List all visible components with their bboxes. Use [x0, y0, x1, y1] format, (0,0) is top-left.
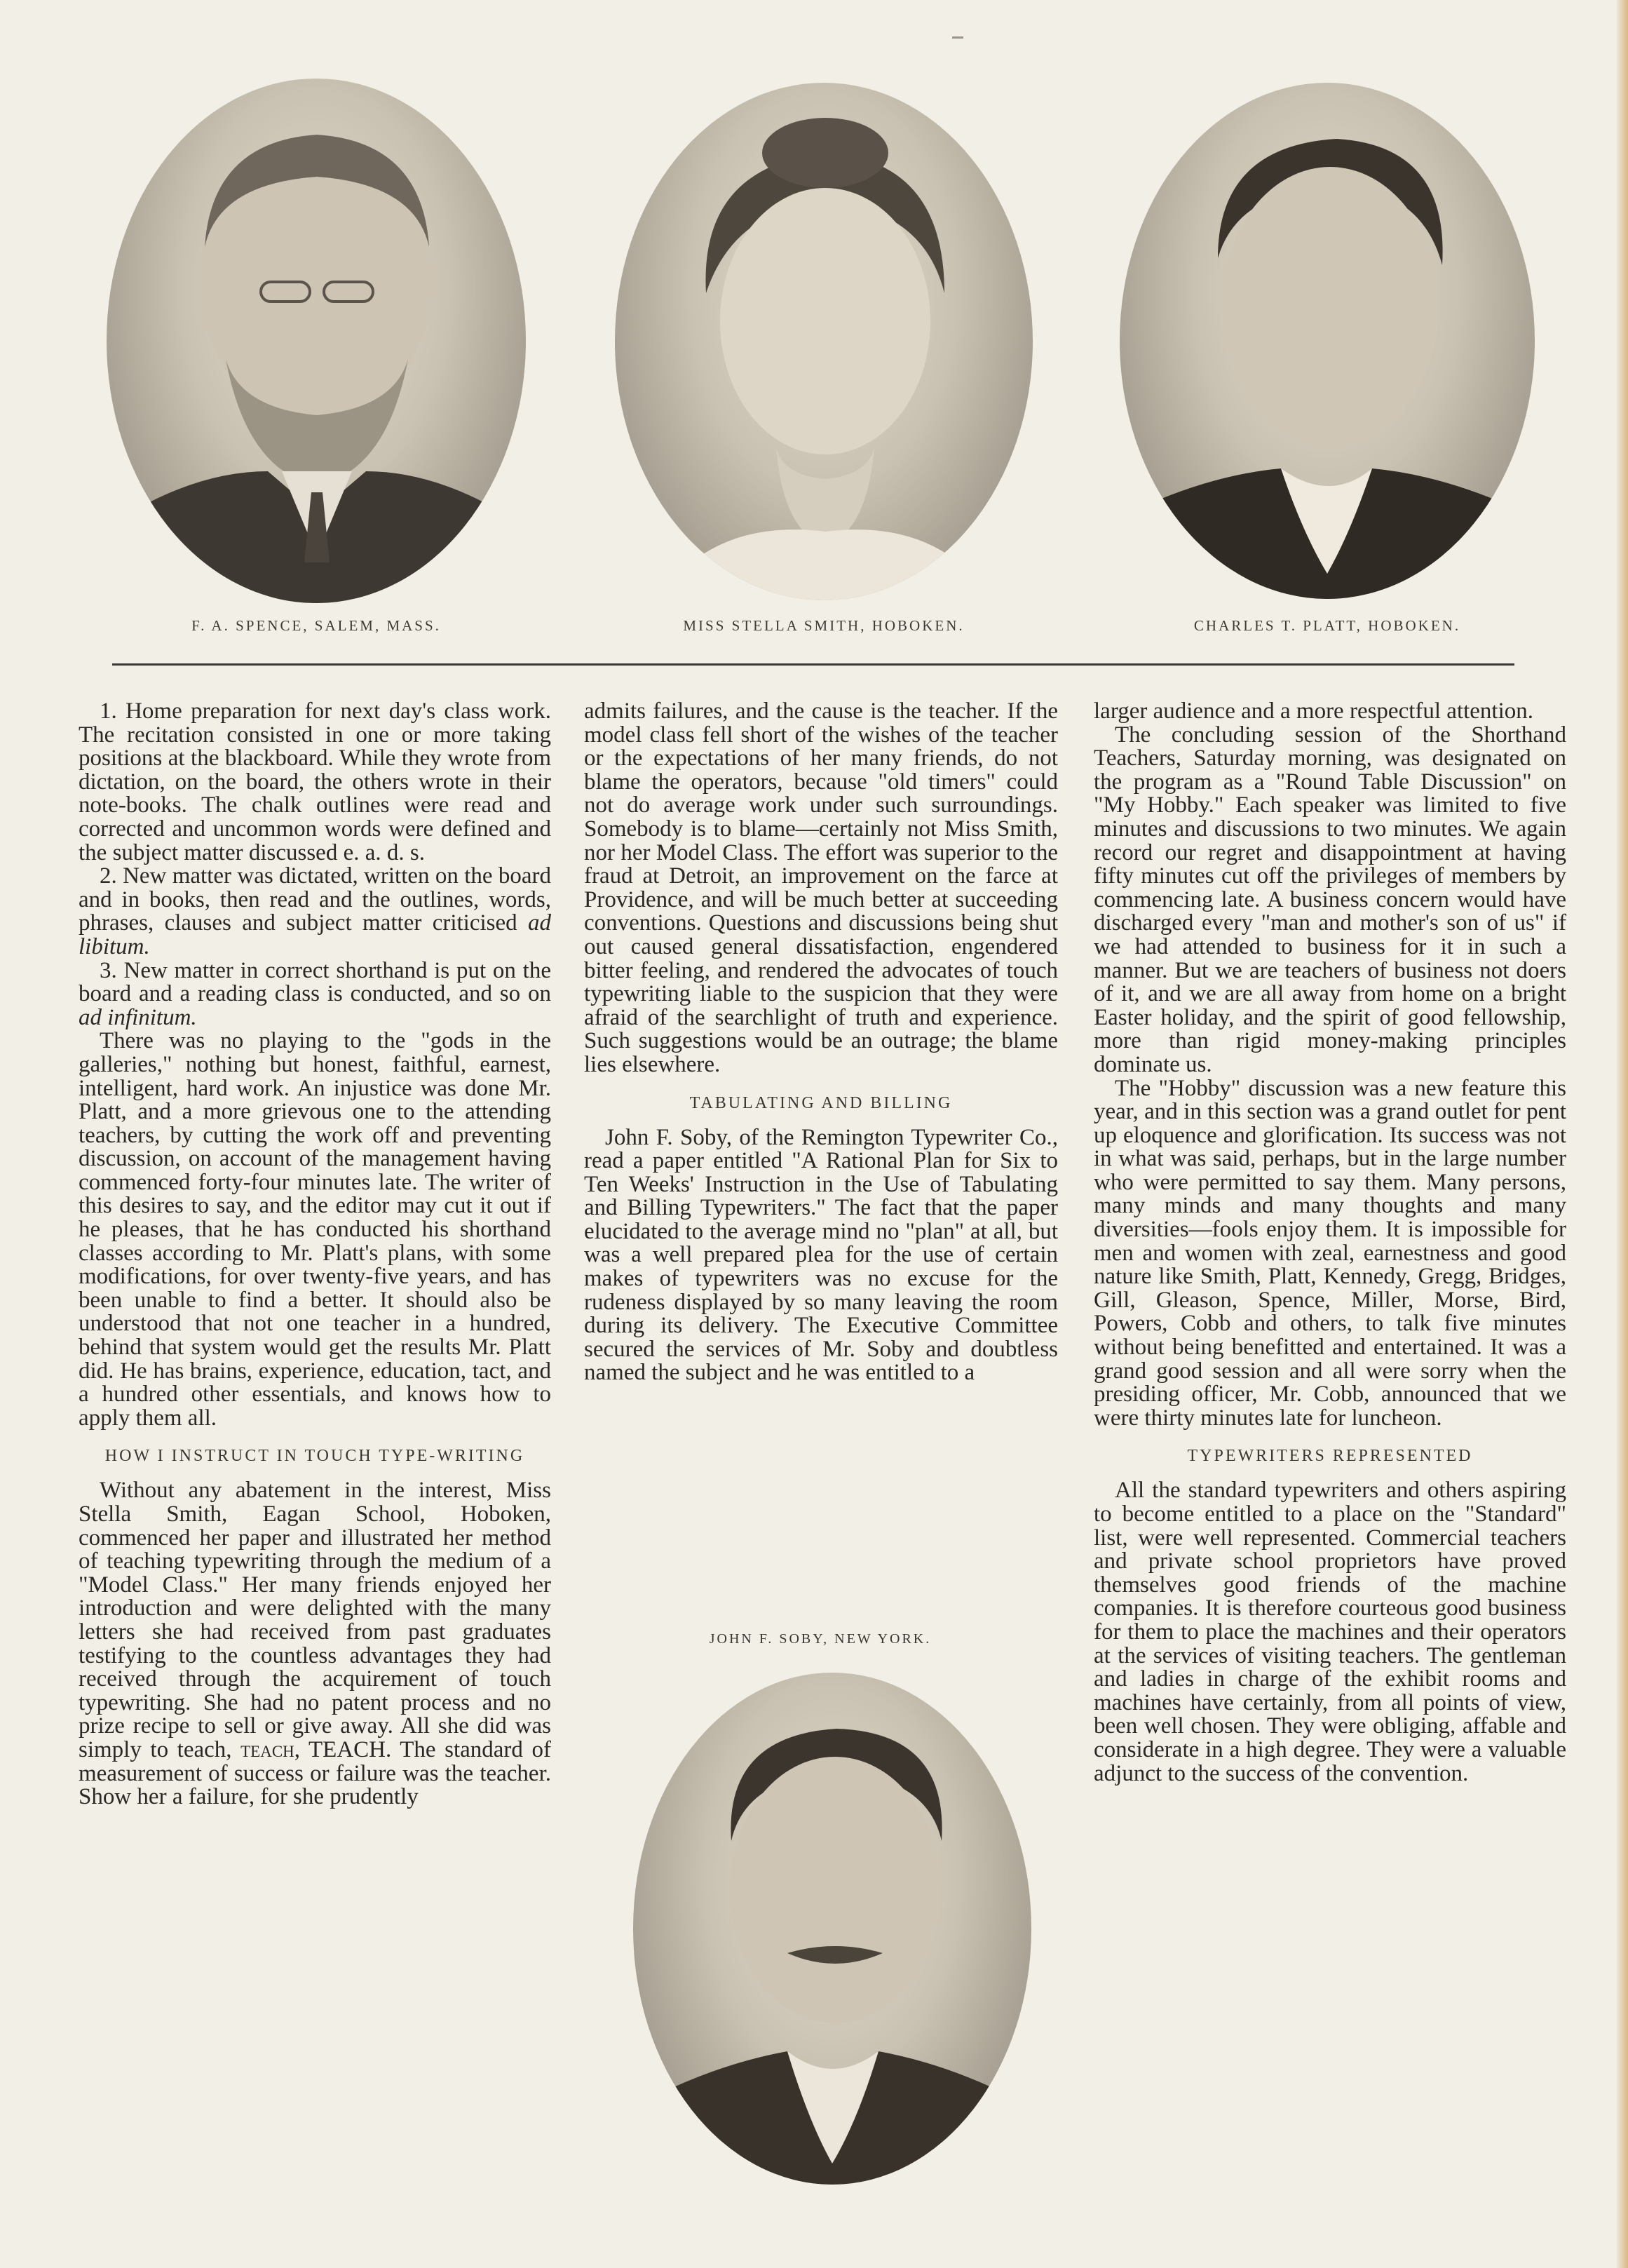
column-3 [1094, 700, 1566, 1786]
paragraph [79, 959, 551, 1030]
paragraph [79, 1479, 551, 1809]
paragraph: admits failures, and the cause is the teacher. If the model class fell short of the wishes of the teacher or the expectations of her many friends, do not blame the operators, because "old timers" could not do average work under such surroundings. Somebody is to blame—certainly not Miss Smith, nor her Model Class. The effort was superior to the fraud at Detroit, an improvement on the farce at Providence, and will be much better at succeeding conventions. Questions and discussions being shut out caused general dissatisfaction, engendered bitter feeling, and rendered the advocates of touch typewriting liable to the suspicion that they were afraid of the searchlight of truth and experience. Such suggestions would be an outrage; the blame lies elsewhere. [584, 698, 1058, 1077]
portrait-caption-spence: F. A. SPENCE, SALEM, MASS. [191, 617, 441, 634]
column-2 [584, 700, 1058, 1385]
portrait-soby [633, 1673, 1031, 2185]
smallcaps-text: teach, [240, 1736, 301, 1762]
portrait-caption-soby: JOHN F. SOBY, NEW YORK. [709, 1631, 932, 1647]
paragraph: The "Hobby" discussion was a new feature this year, and in this section was a grand outlet for pent up eloquence and glorification. Its success was not in what was said, perhaps, but in the large number who were permitted to say them. Many persons, many minds and many thoughts and many diversities—fools enjoy them. It is impossible for men and women with zeal, earnestness and good nature like Smith, Platt, Kennedy, Gregg, Bridges, Gill, Gleason, Spence, Miller, Morse, Bird, Powers, Cobb and others, to talk five minutes without being benefitted and entertained. It was a grand good session and all were sorry when the presiding officer, Mr. Cobb, announced that we were thirty minutes late for luncheon. [1094, 1075, 1566, 1431]
italic-text: ad libitum. [79, 910, 551, 959]
portrait-caption-smith: MISS STELLA SMITH, HOBOKEN. [683, 617, 965, 634]
emphasis-text: TEACH. [308, 1736, 392, 1762]
paragraph: 1. Home preparation for next day's class work. The recitation consisted in one or more taking positions at the blackboard. While they wrote from dictation, on the board, the others wrote in their note-books. The chalk outlines were read and corrected and uncommon words were defined and the subject matter discussed e. a. d. s. [79, 698, 551, 865]
page-edge [1617, 0, 1628, 2268]
portrait-smith [615, 83, 1033, 600]
portrait-spence [107, 79, 526, 603]
print-mark [952, 36, 963, 39]
paragraph-text: 2. New matter was dictated, written on the board and in books, then read and the outlines, words, phrases, clauses and subject matter criticised [79, 863, 551, 936]
section-heading: TYPEWRITERS REPRESENTED [1187, 1447, 1473, 1466]
section-heading: TABULATING AND BILLING [689, 1093, 953, 1112]
section-heading: HOW I INSTRUCT IN TOUCH TYPE-WRITING [104, 1447, 525, 1466]
paragraph: larger audience and a more respectful attention. [1094, 698, 1534, 724]
italic-text: ad infinitum. [79, 1004, 197, 1030]
portrait-caption-platt: CHARLES T. PLATT, HOBOKEN. [1193, 617, 1461, 634]
portrait-platt [1120, 83, 1535, 599]
paragraph [79, 865, 551, 959]
horizontal-rule [112, 663, 1514, 666]
paragraph: The concluding session of the Shorthand Teachers, Saturday morning, was designated on the program as a "Round Table Discussion" on "My Hobby." Each speaker was limited to five minutes and discussions to two minutes. We again record our regret and disappointment at having fifty minutes cut off the privileges of members by commencing late. A business concern would have discharged every "man and mother's son of us" if we had attended to business for it in such a manner. But we are teachers of business not doers of it, and we are all away from home on a bright Easter holiday, and the spirit of good fellowship, more than rigid money-making principles dominate us. [1094, 722, 1566, 1077]
paragraph-text: The standard of measurement of success or failure was the teacher. Show her a failure, for she prudently [79, 1736, 551, 1810]
paragraph-text: Without any abatement in the interest, Miss Stella Smith, Eagan School, Hoboken, commenced her paper and illustrated her method of teaching typewriting through the medium of a "Model Class." Her many friends enjoyed her introduction and were delighted with the many letters she had received from past graduates testifying to the countless advantages they had received through the acquirement of touch typewriting. She had no patent process and no prize recipe to sell or give away. All she did was simply to teach, [79, 1478, 551, 1762]
paragraph: John F. Soby, of the Remington Typewriter Co., read a paper entitled "A Rational Plan for Six to Ten Weeks' Instruction in the Use of Tabulating and Billing Typewriters." The fact that the paper elucidated to the average mind no "plan" at all, but was a well prepared plea for the use of certain makes of typewriters was no excuse for the rudeness displayed by so many leaving the room during its delivery. The Executive Committee secured the services of Mr. Soby and doubtless named the subject and he was entitled to a [584, 1124, 1058, 1386]
paragraph-text: 3. New matter in correct shorthand is put on the board and a reading class is conducted, and so on [79, 957, 551, 1007]
column-1 [79, 700, 551, 1809]
paragraph: There was no playing to the "gods in the galleries," nothing but honest, faithful, earnest, intelligent, hard work. An injustice was done Mr. Platt, and a more grievous one to the attending teachers, by cutting the work off and preventing discussion, on account of the management having commenced forty-four minutes late. The writer of this desires to say, and the editor may cut it out if he pleases, that he has conducted his shorthand classes according to Mr. Platt's plans, with some modifications, for over twenty-five years, and has been unable to find a better. It should also be understood that not one teacher in a hundred, behind that system would get the results Mr. Platt did. He has brains, experience, education, tact, and a hundred other essentials, and knows how to apply them all. [79, 1028, 551, 1431]
paragraph: All the standard typewriters and others aspiring to become entitled to a place on the "Standard" list, were well represented. Commercial teachers and private school proprietors have proved themselves good friends of the machine companies. It is therefore courteous good business for them to place the machines and their operators at the services of visiting teachers. The gentleman and ladies in charge of the exhibit rooms and machines have certainly, from all points of view, been well chosen. They were obliging, affable and considerate in a high degree. They were a valuable adjunct to the success of the convention. [1094, 1478, 1566, 1786]
